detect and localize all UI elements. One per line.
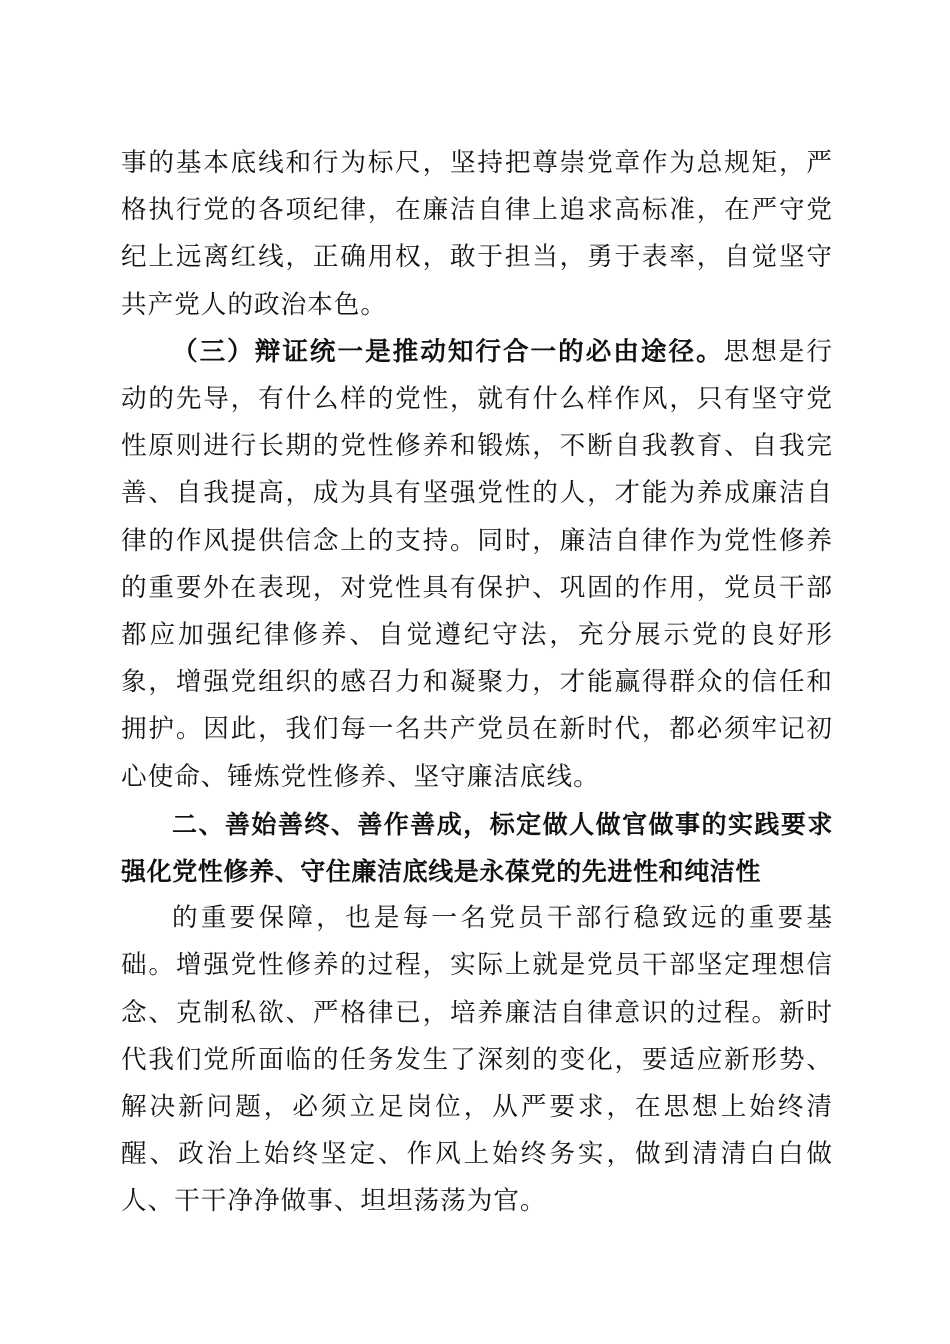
section-heading-two: 二、善始善终、善作善成，标定做人做官做事的实践要求强化党性修养、守住廉洁底线是永葆党的先进性和纯洁性 <box>121 809 833 887</box>
paragraph-dialectical-unity-body: 思想是行动的先导，有什么样的党性，就有什么样作风，只有坚守党性原则进行长期的党性修养和锻炼，不断自我教育、自我完善、自我提高，成为具有坚强党性的人，才能为养成廉洁自律的作风提供信念上的支持。同时，廉洁自律作为党性修养的重要外在表现，对党性具有保护、巩固的作用，党员干部都应加强纪律修养、自觉遵纪守法，充分展示党的良好形象，增强党组织的感召力和凝聚力，才能赢得群众的信任和拥护。因此，我们每一名共产党员在新时代，都必须牢记初心使命、锤炼党性修养、坚守廉洁底线。 <box>121 336 833 792</box>
paragraph-practice-requirements: 的重要保障，也是每一名党员干部行稳致远的重要基础。增强党性修养的过程，实际上就是党员干部坚定理想信念、克制私欲、严格律已，培养廉洁自律意识的过程。新时代我们党所面临的任务发生了深刻的变化，要适应新形势、解决新问题，必须立足岗位，从严要求，在思想上始终清醒、政治上始终坚定、作风上始终务实，做到清清白白做人、干干净净做事、坦坦荡荡为官。 <box>121 903 833 1217</box>
paragraph-dialectical-unity <box>121 329 833 801</box>
document-body <box>121 140 833 1226</box>
subsection-heading-three: （三）辩证统一是推动知行合一的必由途径。 <box>172 336 724 367</box>
paragraph-continuation: 事的基本底线和行为标尺，坚持把尊崇党章作为总规矩，严格执行党的各项纪律，在廉洁自律上追求高标准，在严守党纪上远离红线，正确用权，敢于担当，勇于表率，自觉坚守共产党人的政治本色。 <box>121 148 833 320</box>
